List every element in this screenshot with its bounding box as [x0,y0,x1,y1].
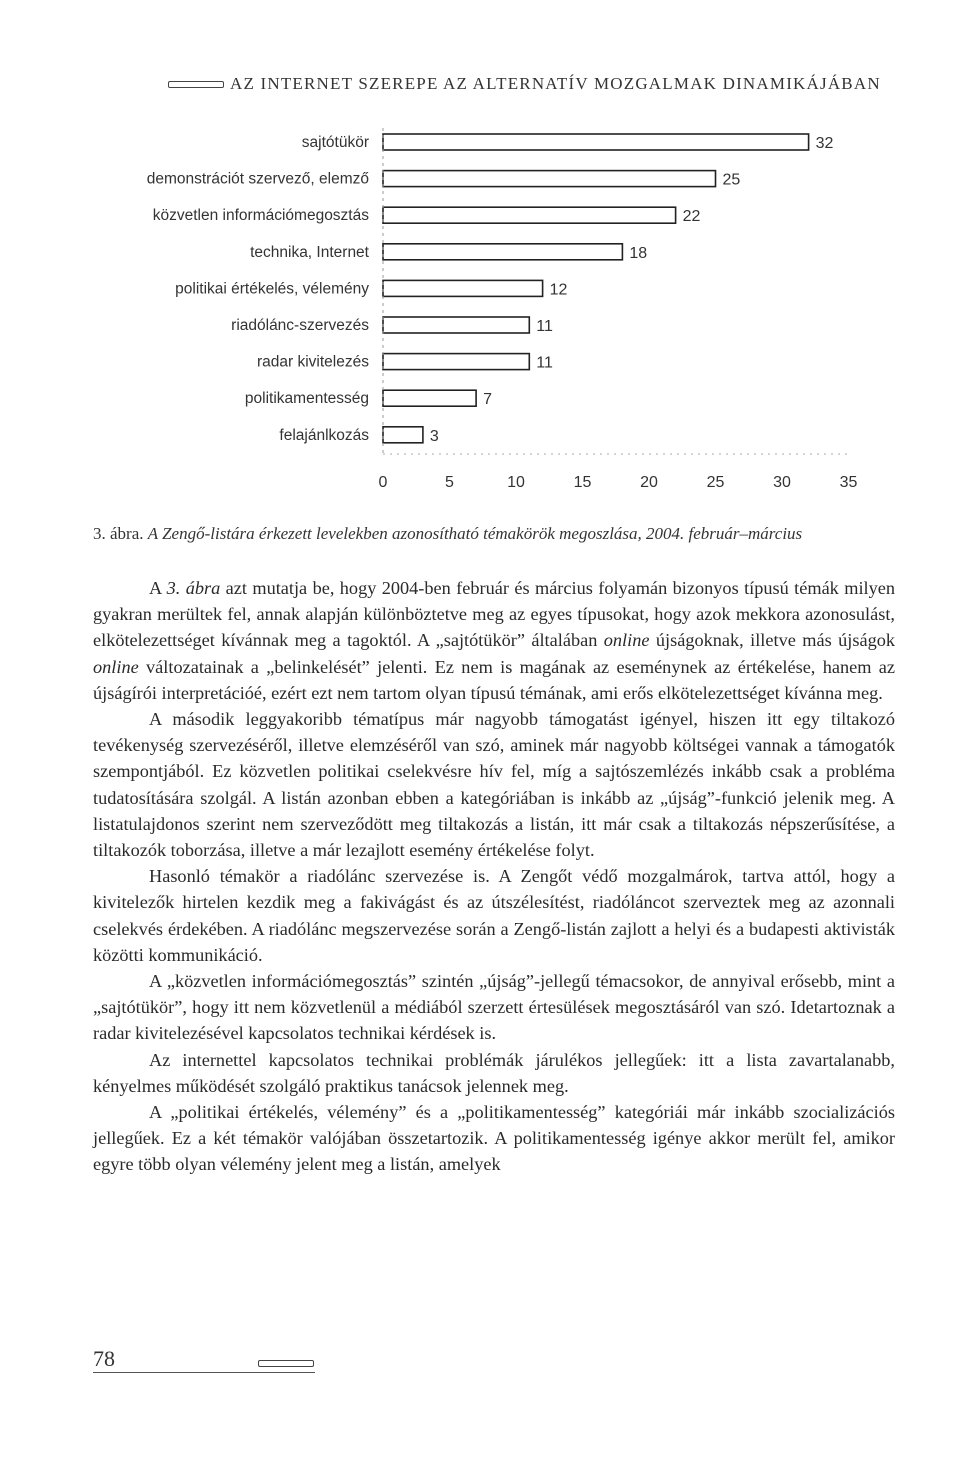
category-label: riadólánc-szervezés [231,317,369,334]
x-tick-label: 25 [706,474,725,491]
caption-text: A Zengő-listára érkezett levelekben azonosítható témakörök megoszlása, 2004. február–március [147,524,803,543]
bar [383,207,676,223]
running-header-title: AZ INTERNET SZEREPE AZ ALTERNATÍV MOZGALMAK DINAMIKÁJÁBAN [230,74,881,93]
x-tick-label: 20 [640,474,658,491]
x-tick-label: 0 [378,474,388,491]
bar [383,317,529,333]
bar-value-label: 18 [629,244,648,262]
bar [383,354,529,370]
body-text [93,575,895,1178]
bar-value-label: 11 [536,354,553,372]
chart-bars-group [147,134,834,445]
bar [383,427,423,443]
header-ornament [168,81,224,88]
x-tick-label: 15 [573,474,592,491]
paragraph-5: Az internettel kapcsolatos technikai problémák járulékos jellegűek: itt a lista zavartalanabb, kényelmes működését szolgáló praktikus tanácsok jelennek meg. [93,1049,895,1096]
bar-chart [0,120,960,510]
paragraph-1: A 3. ábra azt mutatja be, hogy 2004-ben február és március folyamán bizonyos típusú témák milyen gyakran merültek fel, annak alapján különböztetve meg az egyes típusokat, hogy azok mekkora azonosulást, elkötelezettséget kívánnak meg a tagoktól. A „sajtótükör” általában online újságoknak, illetve más újságok online változatainak a „belinkelését” jelenti. Ez nem is magának az eseménynek az értékelése, hanem az újságírói interpretációé, ezért ezt nem tartom olyan típusú témának, ami erős elkötelezettséget kívánna meg. [93,578,895,703]
bar-value-label: 3 [429,427,439,445]
paragraph-3: Hasonló témakör a riadólánc szervezése is. A Zengőt védő mozgalmárok, tartva attól, hogy a kivitelezők hirtelen kezdik meg a fakivágást és az útszélesítést, riadóláncot szerveztek meg az azonnali cselekvés érdekében. A riadólánc megszervezése során a Zengő-listán zajlott a helyi és a budapesti aktivisták közötti kommunikáció. [93,866,895,965]
bar-value-label: 7 [483,391,493,409]
bar-value-label: 25 [722,171,741,189]
bar [383,244,622,260]
category-label: közvetlen információmegosztás [152,207,369,225]
paragraph-6: A „politikai értékelés, vélemény” és a „politikamentesség” kategóriái már inkább szocializációs jellegűek. Ez a két témakör valójában összetartozik. A politikamentesség igénye akkor merült fel, amikor egyre több olyan vélemény jelent meg a listán, amelyek [93,1102,895,1175]
running-header [168,74,881,94]
x-tick-label: 35 [839,474,858,491]
x-tick-label: 10 [507,474,525,491]
bar-value-label: 32 [815,135,834,152]
x-tick-label: 5 [445,474,454,491]
paragraph-4: A „közvetlen információmegosztás” szintén „újság”-jellegű témacsokor, de annyival erősebb, mint a „sajtótükör”, hogy itt nem közvetlenül a médiából szerzett értesülések megosztásáról van szó. Idetartoznak a radar kivitelezésével kapcsolatos technikai kérdések is. [93,971,895,1044]
page-number: 78 [93,1346,115,1371]
bar [383,390,476,406]
bar [383,171,716,187]
bar [383,134,809,150]
footer-rule [93,1372,315,1373]
bar-value-label: 12 [549,281,568,299]
paragraph-2: A második leggyakoribb tématípus már nagyobb támogatást igényel, hiszen itt egy tiltakozó tevékenység szervezéséről, illetve elemzéséről van szó, aminek már nagyobb költségei vannak a támogatók szempontjából. Ez közvetlen politikai cselekvésre hív fel, míg a sajtószemlézés inkább csak a probléma tudatosítására szolgál. A listán azonban ebben a kategóriában is inkább az „újság”-funkció jelenik meg. A listatulajdonos szerint nem szerveződött meg tiltakozás a listán, itt már csak a tiltakozás népszerűsítése, a tiltakozók toborzása, illetve a már lezajlott esemény értékelése folyt. [93,709,895,861]
caption-label: 3. ábra. [93,524,144,543]
category-label: demonstrációt szervező, elemző [146,170,369,188]
category-label: radar kivitelezés [257,353,369,371]
category-label: felajánlkozás [279,426,369,444]
category-label: sajtótükör [301,134,369,151]
category-label: politikamentesség [244,390,369,408]
footer-ornament [258,1360,314,1367]
x-tick-label: 30 [773,474,791,491]
category-label: technika, Internet [250,243,369,261]
bar [383,280,543,296]
category-label: politikai értékelés, vélemény [175,280,369,298]
figure-caption [93,524,913,544]
bar-value-label: 22 [682,208,701,226]
bar-value-label: 11 [536,318,553,335]
